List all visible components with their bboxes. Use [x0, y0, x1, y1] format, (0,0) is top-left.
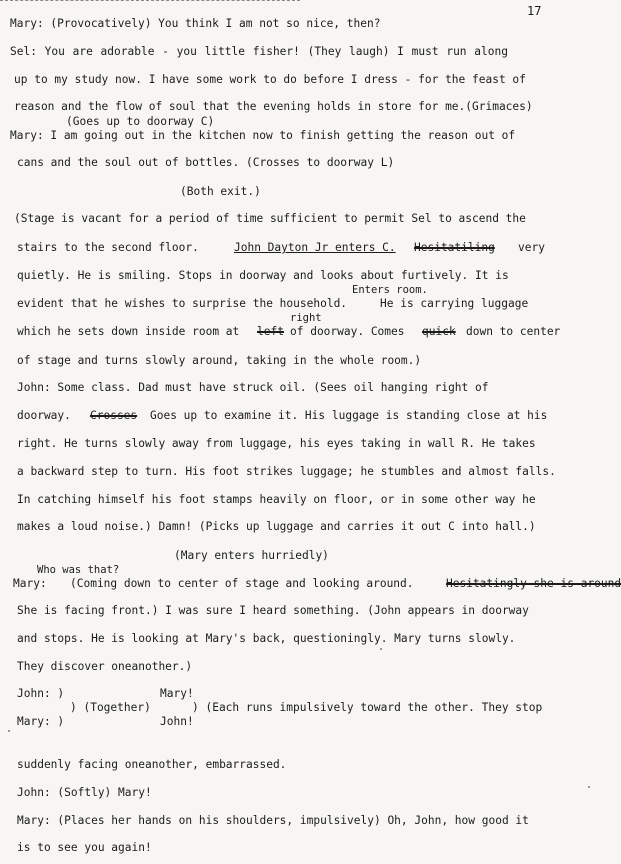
stage-direction: (Goes up to doorway C) — [66, 115, 215, 128]
script-line: Mary! — [160, 687, 194, 700]
script-line: Mary: (Provocatively) You think I am not so nice, then? — [10, 17, 381, 30]
script-line: John: (Softly) Mary! — [17, 786, 152, 799]
script-line: very — [518, 241, 545, 254]
script-line: doorway. — [17, 409, 71, 422]
struck-word: Hesitatiling — [414, 241, 495, 254]
struck-word: Crosses — [90, 409, 138, 422]
script-line: He is carrying luggage — [380, 297, 529, 310]
entrance-note: John Dayton Jr enters C. — [234, 241, 396, 254]
inserted-text: Who was that? — [37, 564, 120, 576]
script-line: Goes up to examine it. His luggage is standing close at his — [150, 409, 548, 422]
script-line: John: ) — [17, 687, 65, 700]
script-line: and stops. He is looking at Mary's back, questioningly. Mary turns slowly. — [17, 632, 516, 645]
stage-direction: (Mary enters hurriedly) — [174, 549, 329, 562]
script-line: John: Some class. Dad must have struck oil. (Sees oil hanging right of — [17, 381, 489, 394]
script-line: is to see you again! — [17, 841, 152, 854]
paper-speck — [380, 648, 382, 650]
script-line: They discover oneanother.) — [17, 660, 193, 673]
script-line: She is facing front.) I was sure I heard something. (John appears in doorway — [17, 604, 529, 617]
script-line: of stage and turns slowly around, taking in the whole room.) — [17, 354, 422, 367]
script-line: quietly. He is smiling. Stops in doorway and looks about furtively. It is — [17, 269, 509, 282]
script-line: suddenly facing oneanother, embarrassed. — [17, 758, 287, 771]
inserted-text: right — [290, 312, 322, 324]
script-line: stairs to the second floor. — [17, 241, 199, 254]
script-line: a backward step to turn. His foot strikes luggage; he stumbles and almost falls. — [17, 465, 556, 478]
script-line: evident that he wishes to surprise the household. — [17, 297, 348, 310]
script-line: Mary: ) — [17, 715, 65, 728]
script-line: (Coming down to center of stage and looking around. — [70, 577, 414, 590]
script-line: ) (Each runs impulsively toward the other. They stop — [192, 701, 543, 714]
paper-speck — [588, 786, 590, 788]
script-line: reason and the flow of soul that the evening holds in store for me.(Grimaces) — [14, 100, 533, 113]
script-line: makes a loud noise.) Damn! (Picks up luggage and carries it out C into hall.) — [17, 520, 536, 533]
script-line: Sel: You are adorable - you little fisher! (They laugh) I must run along — [10, 45, 508, 58]
script-line: right. He turns slowly away from luggage, his eyes taking in wall R. He takes — [17, 437, 536, 450]
struck-word: left — [257, 325, 284, 338]
struck-word: quick — [422, 325, 456, 338]
script-line: (Stage is vacant for a period of time sufficient to permit Sel to ascend the — [14, 212, 526, 225]
page-number: 17 — [527, 4, 542, 18]
script-line: cans and the soul out of bottles. (Crosses to doorway L) — [17, 156, 395, 169]
script-line: In catching himself his foot stamps heavily on floor, or in some other way he — [17, 493, 536, 506]
script-line: Mary: I am going out in the kitchen now to finish getting the reason out of — [10, 129, 516, 142]
script-line: John! — [160, 715, 194, 728]
page-top-rule — [0, 0, 300, 4]
script-line: ) (Together) — [70, 701, 151, 714]
script-line: which he sets down inside room at — [17, 325, 240, 338]
script-line: of doorway. Comes — [290, 325, 405, 338]
paper-speck — [8, 730, 10, 732]
stage-direction: (Both exit.) — [180, 185, 261, 198]
inserted-text: Enters room. — [352, 284, 428, 296]
script-line: up to my study now. I have some work to do before I dress - for the feast of — [14, 73, 526, 86]
script-line: Mary: (Places her hands on his shoulders, impulsively) Oh, John, how good it — [17, 814, 529, 827]
script-line: Mary: — [13, 577, 47, 590]
struck-word: Hesitatingly she is around — [446, 577, 621, 590]
script-line: down to center — [466, 325, 561, 338]
